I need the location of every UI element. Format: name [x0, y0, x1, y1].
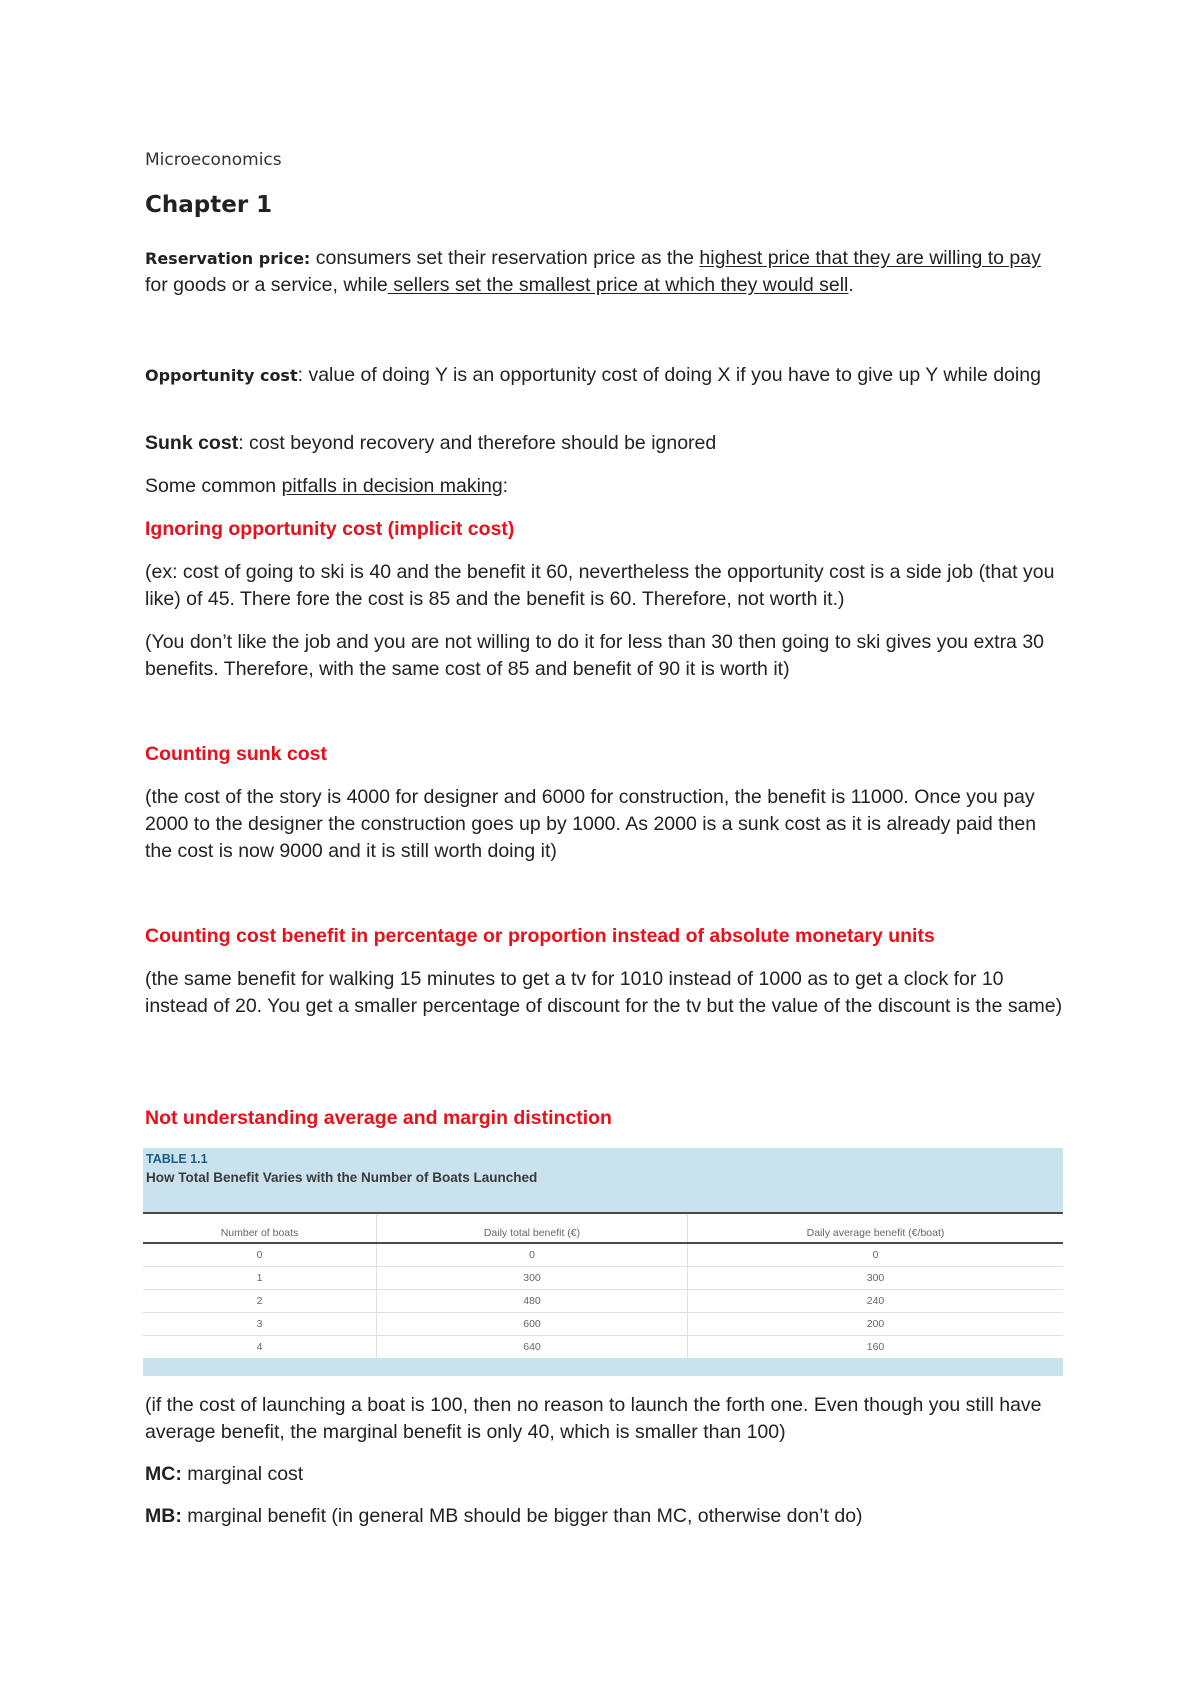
cell-average-benefit: 240 [688, 1290, 1064, 1313]
cell-total-benefit: 300 [377, 1267, 688, 1290]
opportunity-example-2: (You don’t like the job and you are not willing to do it for less than 30 then going to ski gives you extra 30 benefits. Therefore, with the same cost of 85 and benefit of 90 it is worth it) [145, 631, 1045, 680]
marginal-example: (if the cost of launching a boat is 100, then no reason to launch the forth one. Even though you still have average benefit, the marginal benefit is only 40, which is smaller than 100) [145, 1394, 1042, 1443]
boats-table-figure [143, 1148, 1063, 1376]
table-caption: How Total Benefit Varies with the Number of Boats Launched [146, 1170, 538, 1185]
table-row [143, 1336, 1063, 1359]
table-header-row [143, 1213, 1063, 1243]
cell-average-benefit: 160 [688, 1336, 1064, 1359]
sunk-cost-text: : cost beyond recovery and therefore should be ignored [238, 432, 717, 454]
sunk-cost-paragraph [145, 430, 1065, 457]
cell-total-benefit: 600 [377, 1313, 688, 1336]
section-heading-percentage: Counting cost benefit in percentage or proportion instead of absolute monetary units [145, 925, 935, 947]
cell-average-benefit: 200 [688, 1313, 1064, 1336]
cell-boats: 0 [143, 1243, 377, 1267]
pitfalls-underline: pitfalls in decision making [281, 475, 503, 497]
pitfalls-text-2: : [502, 475, 509, 497]
boats-table [143, 1212, 1063, 1359]
mb-term: MB: [145, 1505, 182, 1527]
cell-boats: 4 [143, 1336, 377, 1359]
reservation-text-1: consumers set their reservation price as the [310, 247, 700, 269]
cell-average-benefit: 300 [688, 1267, 1064, 1290]
sunk-example: (the cost of the story is 4000 for designer and 6000 for construction, the benefit is 11000. Once you pay 2000 to the designer the construction goes up by 1000. As 2000 is a sunk cost as it is already paid then the cost is now 9000 and it is still worth doing it) [145, 786, 1037, 862]
mb-definition [145, 1503, 1065, 1530]
table-row [143, 1267, 1063, 1290]
table-footer-band [143, 1358, 1063, 1376]
cell-total-benefit: 480 [377, 1290, 688, 1313]
percentage-example: (the same benefit for walking 15 minutes to get a tv for 1010 instead of 1000 as to get a clock for 10 instead of 20. You get a smaller percentage of discount for the tv but the value of the discount is the same) [145, 968, 1063, 1017]
reservation-text-2: for goods or a service, while [145, 274, 388, 296]
mb-text: marginal benefit (in general MB should be bigger than MC, otherwise don’t do) [181, 1505, 863, 1527]
section-heading-opportunity: Ignoring opportunity cost (implicit cost) [145, 518, 515, 540]
opportunity-example-1: (ex: cost of going to ski is 40 and the benefit it 60, nevertheless the opportunity cost is a side job (that you like) of 45. There fore the cost is 85 and the benefit is 60. Therefore, not worth it.) [145, 561, 1055, 610]
cell-boats: 2 [143, 1290, 377, 1313]
table-row [143, 1243, 1063, 1267]
column-header-average-benefit: Daily average benefit (€/boat) [688, 1213, 1064, 1243]
cell-total-benefit: 0 [377, 1243, 688, 1267]
cell-average-benefit: 0 [688, 1243, 1064, 1267]
chapter-heading: Chapter 1 [145, 192, 273, 218]
table-tag: TABLE 1.1 [146, 1152, 208, 1166]
subject-label: Microeconomics [145, 150, 282, 170]
mc-definition [145, 1461, 1065, 1488]
cell-boats: 3 [143, 1313, 377, 1336]
column-header-total-benefit: Daily total benefit (€) [377, 1213, 688, 1243]
reservation-price-term: Reservation price: [145, 249, 311, 268]
pitfalls-text-1: Some common [145, 475, 282, 497]
section-heading-marginal: Not understanding average and margin distinction [145, 1107, 612, 1129]
table-header-band [143, 1148, 1063, 1212]
section-heading-sunk: Counting sunk cost [145, 743, 327, 765]
reservation-price-paragraph [145, 245, 1065, 299]
reservation-underline-2: sellers set the smallest price at which they would sell [387, 274, 849, 296]
pitfalls-intro [145, 473, 1065, 500]
cell-boats: 1 [143, 1267, 377, 1290]
column-header-boats: Number of boats [143, 1213, 377, 1243]
table-row [143, 1313, 1063, 1336]
opportunity-cost-term: Opportunity cost [145, 366, 298, 385]
reservation-text-3: . [848, 274, 854, 296]
cell-total-benefit: 640 [377, 1336, 688, 1359]
mc-text: marginal cost [181, 1463, 304, 1485]
opportunity-cost-text: : value of doing Y is an opportunity cost of doing X if you have to give up Y while doing [297, 364, 1041, 386]
reservation-underline-1: highest price that they are willing to pay [699, 247, 1041, 269]
sunk-cost-term: Sunk cost [145, 432, 239, 454]
opportunity-cost-paragraph [145, 362, 1065, 389]
mc-term: MC: [145, 1463, 182, 1485]
table-row [143, 1290, 1063, 1313]
